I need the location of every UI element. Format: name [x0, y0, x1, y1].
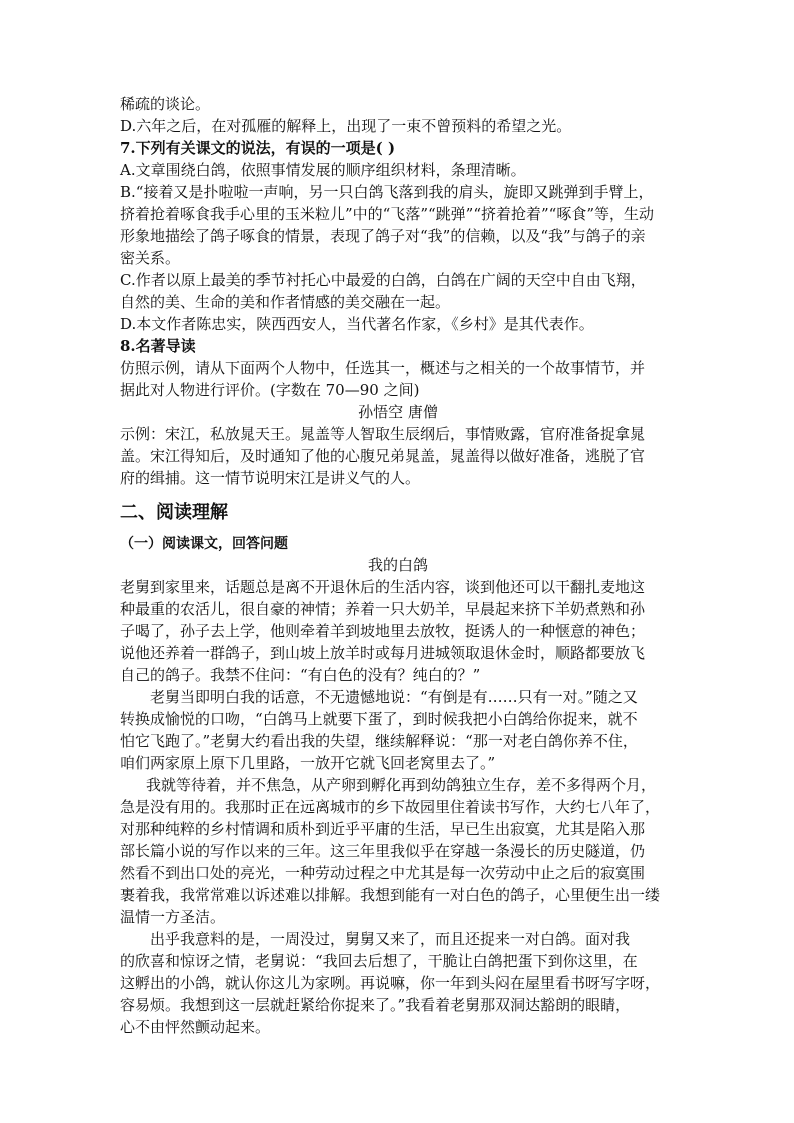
- story-line: 急是没有用的。我那时正在远离城市的乡下故园里住着读书写作，大约七八年了，: [120, 798, 661, 816]
- option-a: A.文章围绕白鸽，依照事情发展的顺序组织材料，条理清晰。: [120, 161, 526, 179]
- text-line: 形象地描绘了鸽子啄食的情景，表现了鸽子对“我”的信赖，以及“我”与鸽子的亲: [120, 227, 646, 245]
- text-line: 仿照示例，请从下面两个人物中，任选其一，概述与之相关的一个故事情节，并: [120, 359, 646, 377]
- text-line: 稀疏的谈论。: [120, 95, 211, 113]
- question-8: 8.名著导读: [120, 337, 196, 355]
- story-line: 说他还养着一群鸽子，到山坡上放羊时或每月进城领取退休金时，顺路都要放飞: [120, 644, 646, 662]
- story-line: 温情一方圣洁。: [120, 908, 226, 926]
- text-line: 挤着抢着啄食我手心里的玉米粒儿”中的“飞落”“跳弹”“挤着抢着”“啄食”等，生动: [120, 205, 655, 223]
- example-line: 示例：宋江，私放晁天王。晁盖等人智取生辰纲后，事情败露，官府准备捉拿晁: [120, 425, 646, 443]
- option-b: B.“接着又是扑啦啦一声响，另一只白鸽飞落到我的肩头，旋即又跳弹到手臂上，: [120, 183, 654, 201]
- story-title: 我的白鸽: [367, 556, 428, 574]
- character-options: 孙悟空 唐僧: [358, 403, 438, 421]
- example-line: 盖。宋江得知后，及时通知了他的心腹兄弟晁盖，晁盖得以做好准备，逃脱了官: [120, 447, 646, 465]
- option-c: C.作者以原上最美的季节衬托心中最爱的白鸽，白鸽在广阔的天空中自由飞翔，: [120, 271, 646, 289]
- story-line: 老舅到家里来，话题总是离不开退休后的生活内容，谈到他还可以干翻扎麦地这: [120, 578, 646, 596]
- story-block: [120, 554, 676, 1038]
- section-title: 二、阅读理解: [120, 502, 228, 523]
- question-block: [120, 93, 676, 489]
- story-line: 子喝了，孙子去上学，他则牵着羊到坡地里去放牧，挺诱人的一种惬意的神色；: [120, 622, 646, 640]
- story-line: 怕它飞跑了。”老舅大约看出我的失望，继续解释说：“那一对老白鸽你养不住，: [120, 732, 638, 750]
- story-line: 出乎我意料的是，一周没过，舅舅又来了，而且还捉来一对白鸽。面对我: [150, 930, 631, 948]
- story-line: 容易烦。我想到这一层就赶紧给你捉来了。”我看着老舅那双洞达豁朗的眼睛，: [120, 996, 631, 1014]
- example-line: 府的缉捕。这一情节说明宋江是讲义气的人。: [120, 469, 421, 487]
- story-line: 这孵出的小鸽，就认你这儿为家咧。再说嘛，你一年到头闷在屋里看书呀写字呀，: [120, 974, 661, 992]
- story-line: 部长篇小说的写作以来的三年。这三年里我似乎在穿越一条漫长的历史隧道，仍: [120, 842, 646, 860]
- story-line: 老舅当即明白我的话意，不无遗憾地说：“有倒是有……只有一对。”随之又: [150, 688, 638, 706]
- text-line: D.六年之后，在对孤雁的解释上，出现了一束不曾预料的希望之光。: [120, 117, 572, 135]
- story-line: 的欣喜和惊讶之情，老舅说：“我回去后想了，干脆让白鸽把蛋下到你这里，在: [120, 952, 638, 970]
- section-subtitle: （一）阅读课文，回答问题: [120, 536, 288, 552]
- question-7: 7.下列有关课文的说法，有误的一项是( ): [120, 139, 396, 157]
- option-d: D.本文作者陈忠实，陕西西安人，当代著名作家，《乡村》是其代表作。: [120, 315, 594, 333]
- story-line: 对那种纯粹的乡村情调和质朴到近乎平庸的生活，早已生出寂寞，尤其是陷入那: [120, 820, 646, 838]
- text-line: 密关系。: [120, 249, 181, 267]
- story-line: 我就等待着，并不焦急，从产卵到孵化再到幼鸽独立生存，差不多得两个月，: [146, 776, 657, 794]
- story-line: 自己的鸽子。我禁不住问：“有白色的没有？纯白的？”: [120, 666, 481, 684]
- text-line: 自然的美、生命的美和作者情感的美交融在一起。: [120, 293, 451, 311]
- story-line: 心不由怦然颤动起来。: [120, 1018, 271, 1036]
- story-line: 然看不到出口处的亮光，一种劳动过程之中尤其是每一次劳动中止之后的寂寞围: [120, 864, 646, 882]
- story-line: 转换成愉悦的口吻，“白鸽马上就要下蛋了，到时候我把小白鸽给你捉来，就不: [120, 710, 638, 728]
- text-line: 据此对人物进行评价。(字数在 70—90 之间): [120, 381, 420, 399]
- story-line: 种最重的农活儿，很自豪的神情；养着一只大奶羊，早晨起来挤下羊奶煮熟和孙: [120, 600, 646, 618]
- story-line: 咱们两家原上原下几里路，一放开它就飞回老窝里去了。”: [120, 754, 496, 772]
- story-line: 裹着我，我常常难以诉述难以排解。我想到能有一对白色的鸽子，心里便生出一缕: [120, 886, 661, 904]
